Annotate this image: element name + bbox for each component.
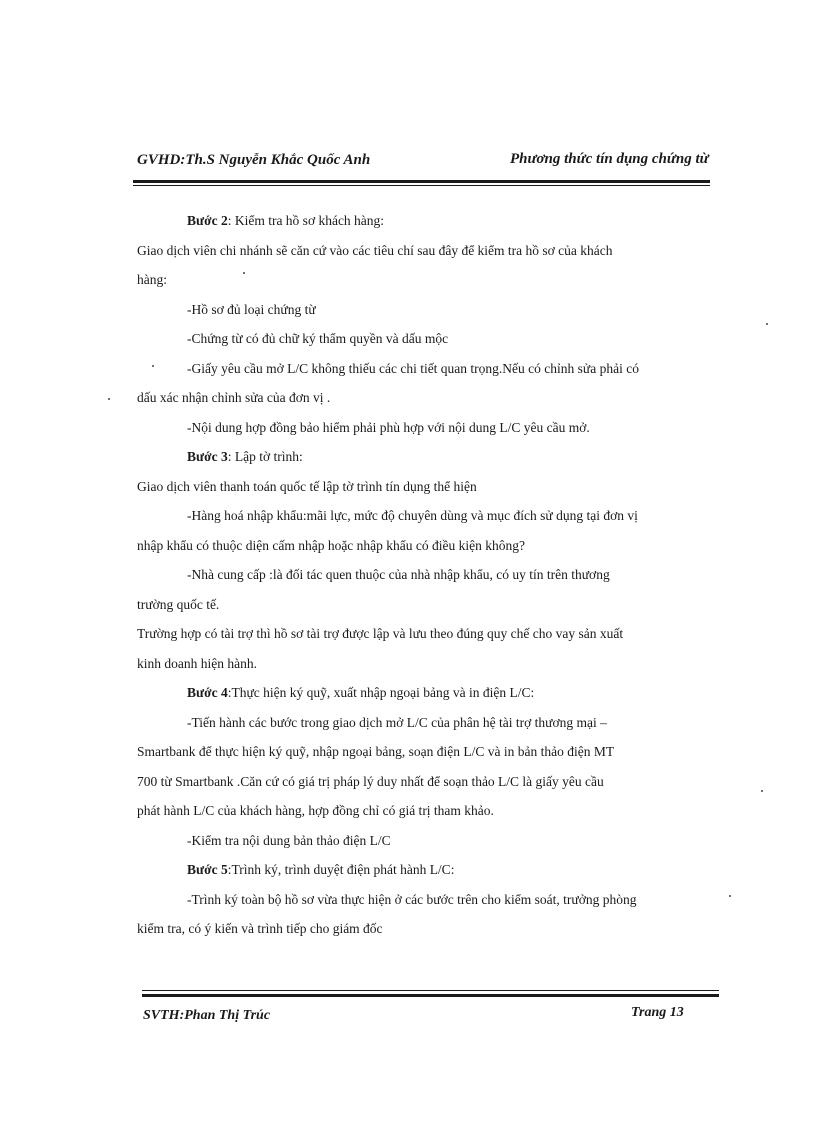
paragraph-line: Smartbank để thực hiện ký quỹ, nhập ngoại bảng, soạn điện L/C và in bản thảo điện MT — [137, 744, 615, 759]
list-item: -Nhà cung cấp :là đối tác quen thuộc của nhà nhập khẩu, có uy tín trên thương — [187, 567, 610, 582]
list-item: -Tiến hành các bước trong giao dịch mở L/C của phân hệ tài trợ thương mại – — [187, 714, 607, 730]
paragraph-line: kinh doanh hiện hành. — [137, 655, 257, 671]
step-text: :Thực hiện ký quỹ, xuất nhập ngoại bảng và in điện L/C: — [227, 685, 535, 700]
paragraph-line: nhập khẩu có thuộc diện cấm nhập hoặc nhập khẩu có điều kiện không? — [137, 537, 525, 553]
list-item: -Trình ký toàn bộ hồ sơ vừa thực hiện ở các bước trên cho kiểm soát, trưởng phòng — [187, 891, 637, 907]
footer-student: SVTH:Phan Thị Trúc — [143, 1008, 271, 1023]
paragraph-line: 700 từ Smartbank .Căn cứ có giá trị pháp lý duy nhất để soạn thảo L/C là giấy yêu cầu — [137, 773, 604, 789]
list-item: -Chứng từ có đủ chữ ký thẩm quyền và dấu mộc — [187, 331, 449, 346]
footer-page-number: Trang 13 — [631, 1005, 684, 1020]
footer-rule-thick — [142, 994, 719, 997]
paragraph-line: dấu xác nhận chỉnh sửa của đơn vị . — [137, 390, 331, 405]
paragraph-line: Giao dịch viên chi nhánh sẽ căn cứ vào các tiêu chí sau đây để kiểm tra hồ sơ của khách — [137, 242, 613, 258]
list-item: -Hồ sơ đủ loại chứng từ — [187, 301, 316, 317]
scan-speck — [729, 895, 731, 897]
list-item: -Hàng hoá nhập khẩu:mãi lực, mức độ chuyên dùng và mục đích sử dụng tại đơn vị — [187, 508, 638, 523]
list-item: -Giấy yêu cầu mở L/C không thiếu các chi tiết quan trọng.Nếu có chỉnh sửa phải có — [187, 360, 639, 376]
scan-speck — [761, 790, 763, 792]
step-2-heading — [137, 206, 717, 236]
step-text: : Kiểm tra hồ sơ khách hàng: — [227, 213, 385, 228]
scan-speck — [152, 365, 154, 367]
paragraph-line: trường quốc tế. — [137, 596, 220, 612]
paragraph-line: hàng: — [137, 272, 167, 287]
scan-speck — [108, 398, 110, 400]
scan-speck — [766, 323, 768, 325]
scan-speck — [243, 272, 245, 274]
list-item: -Nội dung hợp đồng bảo hiểm phải phù hợp với nội dung L/C yêu cầu mở. — [187, 419, 590, 435]
body-text — [137, 206, 717, 944]
footer-rule-thin — [142, 990, 719, 991]
list-item: -Kiểm tra nội dung bản thảo điện L/C — [187, 832, 391, 848]
step-label: Bước 3 — [187, 449, 228, 464]
step-label: Bước 5 — [187, 862, 228, 877]
header-rule-thick — [133, 180, 710, 183]
paragraph-line: Giao dịch viên thanh toán quốc tế lập tờ trình tín dụng thể hiện — [137, 478, 477, 494]
paragraph-line: kiểm tra, có ý kiến và trình tiếp cho giám đốc — [137, 921, 383, 936]
step-text: :Trình ký, trình duyệt điện phát hành L/C: — [227, 862, 455, 877]
paragraph-line: Trường hợp có tài trợ thì hồ sơ tài trợ được lập và lưu theo đúng quy chế cho vay sản xuất — [137, 626, 624, 641]
step-text: : Lập tờ trình: — [227, 449, 303, 464]
step-label: Bước 2 — [187, 213, 228, 228]
step-label: Bước 4 — [187, 685, 228, 700]
header-rule-thin — [133, 185, 710, 186]
step-5-heading — [137, 855, 717, 885]
header-advisor: GVHD:Th.S Nguyễn Khắc Quốc Anh — [137, 152, 371, 168]
step-3-heading — [137, 442, 717, 472]
header-title: Phương thức tín dụng chứng từ — [510, 151, 709, 167]
step-4-heading — [137, 678, 717, 708]
paragraph-line: phát hành L/C của khách hàng, hợp đồng chỉ có giá trị tham khảo. — [137, 803, 494, 818]
